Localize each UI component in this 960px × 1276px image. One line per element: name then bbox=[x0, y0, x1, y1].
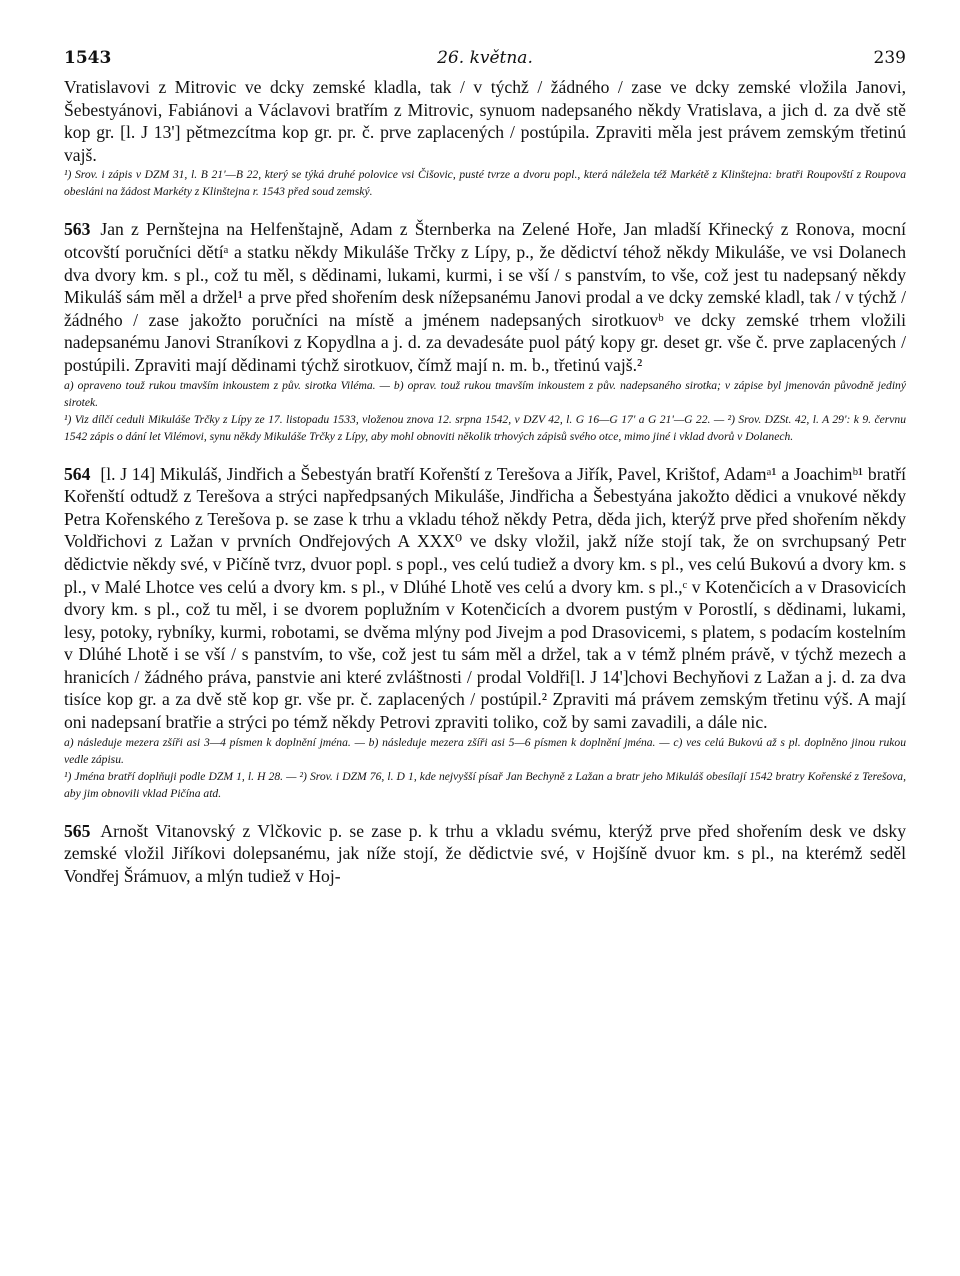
entry-textual-notes: a) opraveno touž rukou tmavším inkoustem z pův. sirotka Viléma. — b) oprav. touž rukou tmavším inkoustem z pův. nadepsaného sirotka; v zápise byl jmenován původně jediný sirotek. bbox=[64, 378, 906, 409]
entry-footnotes: ¹) Viz dílčí ceduli Mikuláše Trčky z Lípy ze 17. listopadu 1533, vloženou znova 12. srpna 1542, v DZV 42, l. G 16—G 17' a G 21'—G 22. — ²) Srov. DZSt. 42, l. A 29': k 9. červnu 1542 zápis o dání let Vilémovi, synu někdy Mikuláše Trčky z Lípy, aby mohl obnoviti několik trhových zápisů svého otce, mimo jiné i vklad dvorů v Dolanech. bbox=[64, 412, 906, 443]
entry-textual-notes: a) následuje mezera zšíři asi 3—4 písmen k doplnění jména. — b) následuje mezera zšíři asi 5—6 písmen k doplnění jména. — c) ves celú Bukovú až s pl. doplněno jinou rukou vedle zápisu. bbox=[64, 735, 906, 766]
entry-paragraph bbox=[64, 820, 906, 888]
entry-564 bbox=[64, 463, 906, 802]
document-body bbox=[64, 76, 906, 887]
intro-paragraph: Vratislavovi z Mitrovic ve dcky zemské kladla, tak / v týchž / žádného / zase ve dcky zemské vložila Janovi, Šebestyánovi, Fabiánovi a Václavovi bratřím z Mitrovic, synuom nadepsaného někdy Vratislava, a jich d. za dvě stě kop gr. [l. J 13'] pětmezcítma kop gr. pr. č. prve zaplacených / postúpila. Zpraviti měla jest právem zemským třetinú vajš. bbox=[64, 77, 906, 165]
entry-paragraph bbox=[64, 218, 906, 376]
running-header bbox=[64, 40, 906, 76]
entry-number: 565 bbox=[64, 820, 91, 841]
entry-text: [l. J 14] Mikuláš, Jindřich a Šebestyán bratří Kořenští z Terešova a Jiřík, Pavel, Krištof, Adamᵃ¹ a Joachimᵇ¹ bratří Kořenští odtudž z Terešova a strýci napředpsaných Mikuláše, Jindřicha a Šebestyána jakožto dědici a vnukové někdy Petra Kořenského z Terešova p. se zase k trhu a vkladu téhož někdy Petra, děda jich, kterýž prve před shořením někdy Voldřichovi z Lažan v prvních Ondřejových A XXX⁰ ve dsky vložil, jakž níže stojí tak, že on svrchupsaný Petr dědictvie někdy své, v Pičíně tvrz, dvuor popl. s popl., ves celú tudiež a dvory km. s pl., ves celú Bukovú a dvory km. s pl., v Malé Lhotce ves celú a dvory km. s pl., v Dlúhé Lhotě ves celú a dvory km. s pl.,ᶜ v Kotenčicích a v Drasovicích dvory km. s pl., což tu měl, i se dvorem poplužním v Kotenčicích a dvorem pustým v Porostlí, s dědinami, lukami, lesy, potoky, rybníky, kurmi, robotami, se dvěma mlýny pod Jivejm a pod Drasovicemi, s platem, s podacím kostelním v Dlúhé Lhotě i se vší / s panstvím, to vše, což jest tu sám měl a držel, tak a v témž plném právě, v týchž mezech a hranicích / žádného práva, panstvie ani které zvláštnosti / prodal Voldři[l. J 14']chovi Bechyňovi z Lažan a j. d. za dva tisíce kop gr. a za dvě stě kop gr. vše pr. č. zaplacených / postúpil.² Zpraviti má právem zemským třetinu výš. A mají oni nadepsaní bratřie a strýci po témž někdy Petrovi zpraviti toliko, což by sami zavadili, a dále nic. bbox=[64, 463, 906, 733]
entry-text: Arnošt Vitanovský z Vlčkovic p. se zase p. k trhu a vkladu svému, kterýž prve před shořením desk ve dsky zemské vložil Jiříkovi dolepsanému, jak níže stojí, že dědictvie své, v Hojšíně dvuor km. s pl., na kterémž seděl Vondřej Šrámuov, a mlýn tudiež v Hoj- bbox=[64, 820, 906, 886]
entry-563 bbox=[64, 218, 906, 444]
header-date: 26. května. bbox=[437, 48, 533, 68]
page-number: 239 bbox=[873, 48, 906, 68]
entry-565 bbox=[64, 820, 906, 888]
entry-number: 563 bbox=[64, 219, 91, 240]
entry-number: 564 bbox=[64, 463, 91, 484]
intro-footnote: ¹) Srov. i zápis v DZM 31, l. B 21'—B 22, který se týká druhé polovice vsi Čišovic, pusté tvrze a dvoru popl., která náležela též Markétě z Klinštejna: bratři Roupovští z Roupova obesláni na žádost Markéty z Klinštejna r. 1543 před soud zemský. bbox=[64, 168, 906, 199]
entry-paragraph bbox=[64, 463, 906, 734]
header-year: 1543 bbox=[64, 48, 112, 68]
entry-text: Jan z Pernštejna na Helfenštajně, Adam z Šternberka na Zelené Hoře, Jan mladší Křinecký z Ronova, mocní otcovští poručníci dětíᵃ a statku někdy Mikuláše Trčky z Lípy, p., že dědictví téhož někdy Mikuláše, ve vsi Dolanech dva dvory km. s pl., což tu měl, s dědinami, lukami, kurmi, i se vší / s panstvím, to vše, což jest tu nadepsaný někdy Mikuláš sám měl a držel¹ a prve před shořením desk nížepsanému Janovi prodal a ve dcky zemské kladl, tak / v týchž / žádného / zase jakožto poručníci na místě a jménem nadepsaných sirotkuovᵇ ve dcky zemské trhem vložili nadepsanému Janovi Straníkovi z Kopydlna a j. d. za devadesáte puol pátý kopy gr. deset gr. vše č. prve zaplacených / postúpili. Zpraviti mají dědinami týchž sirotkuov, čímž mají n. m. b., třetinú vajš.² bbox=[64, 219, 906, 375]
entry-footnotes: ¹) Jména bratří doplňuji podle DZM 1, l. H 28. — ²) Srov. i DZM 76, l. D 1, kde nejvyšší písař Jan Bechyně z Lažan a bratr jeho Mikuláš obesílají 1542 bratry Kořenské z Terešova, aby jim obnovili vklad Pičína atd. bbox=[64, 769, 906, 800]
document-page bbox=[64, 40, 906, 887]
